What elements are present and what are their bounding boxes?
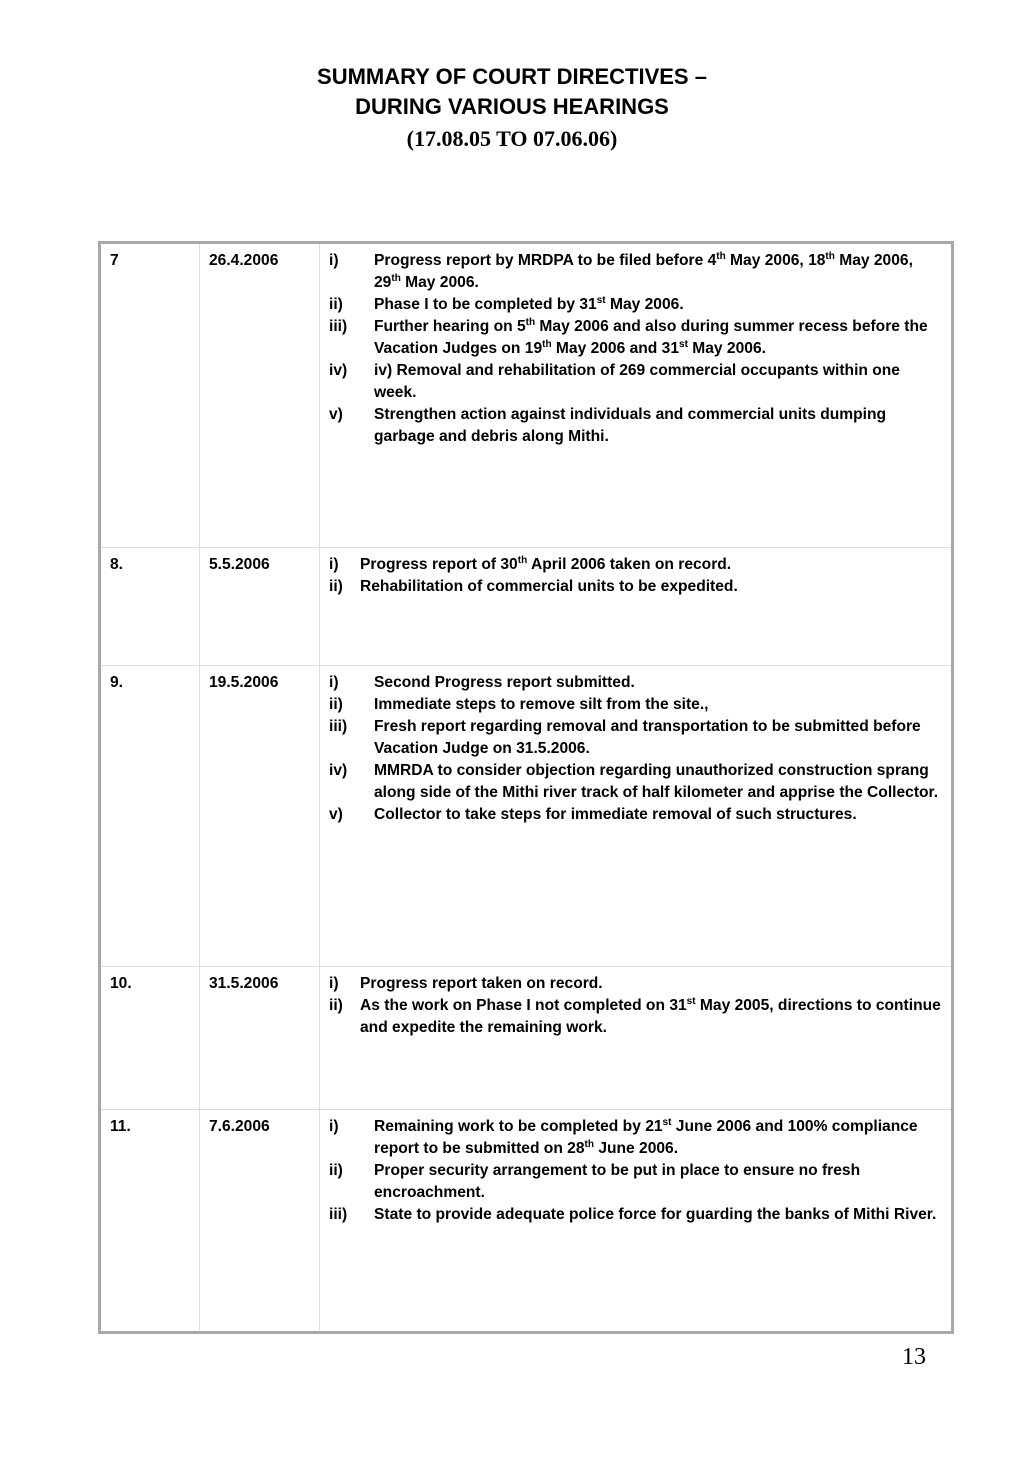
item-text: Remaining work to be completed by 21st June 2006 and 100% compliance report to be submitted on 28th June 2006. <box>374 1117 918 1157</box>
item-number: iii) <box>329 1206 348 1223</box>
hearing-date: 19.5.2006 <box>200 666 320 967</box>
item-text: Phase I to be completed by 31st May 2006. <box>374 295 684 313</box>
table-row <box>100 967 953 1110</box>
item-number: i) <box>329 975 339 992</box>
item-number: v) <box>329 806 343 823</box>
item-number: ii) <box>329 997 343 1014</box>
hearing-date: 7.6.2006 <box>200 1110 320 1333</box>
directive-item <box>329 973 943 995</box>
item-number: iii) <box>329 718 348 735</box>
row-number: 8. <box>100 548 200 666</box>
directive-item <box>329 672 943 694</box>
item-text: State to provide adequate police force for guarding the banks of Mithi River. <box>374 1206 937 1223</box>
directives-cell <box>320 548 953 666</box>
item-text: Progress report by MRDPA to be filed before 4th May 2006, 18th May 2006, 29th May 2006. <box>374 251 913 291</box>
hearing-date: 31.5.2006 <box>200 967 320 1110</box>
item-text: Proper security arrangement to be put in place to ensure no fresh encroachment. <box>374 1162 861 1201</box>
item-text: Further hearing on 5th May 2006 and also during summer recess before the Vacation Judges on 19th May 2006 and 31st May 2006. <box>374 317 928 357</box>
item-number: i) <box>329 674 339 691</box>
table-row <box>100 548 953 666</box>
row-number: 11. <box>100 1110 200 1333</box>
directive-item <box>329 250 943 294</box>
item-number: ii) <box>329 696 343 713</box>
directive-item <box>329 316 943 360</box>
item-number: i) <box>329 556 339 573</box>
item-number: iv) <box>329 362 348 379</box>
item-text: Collector to take steps for immediate removal of such structures. <box>374 806 857 823</box>
hearing-date: 26.4.2006 <box>200 243 320 548</box>
item-text: Progress report of 30th April 2006 taken on record. <box>360 555 732 573</box>
directive-item <box>329 360 943 404</box>
item-text: As the work on Phase I not completed on 31st May 2005, directions to continue and expedite the remaining work. <box>360 996 941 1036</box>
item-text: Second Progress report submitted. <box>374 674 635 691</box>
item-text: MMRDA to consider objection regarding unauthorized construction sprang along side of the Mithi river track of half kilometer and apprise the Collector. <box>374 762 939 801</box>
directive-item <box>329 760 943 804</box>
table-row <box>100 666 953 967</box>
directive-item <box>329 1204 943 1226</box>
directive-item <box>329 554 943 576</box>
directive-item <box>329 716 943 760</box>
directives-cell <box>320 243 953 548</box>
directive-item <box>329 404 943 448</box>
directives-cell <box>320 1110 953 1333</box>
item-text: Immediate steps to remove silt from the site., <box>374 696 709 713</box>
title-line-1: SUMMARY OF COURT DIRECTIVES – <box>317 64 707 89</box>
directives-cell <box>320 666 953 967</box>
directive-item <box>329 1160 943 1204</box>
item-text: Rehabilitation of commercial units to be expedited. <box>360 578 738 595</box>
table-row <box>100 243 953 548</box>
item-number: i) <box>329 252 339 269</box>
item-number: ii) <box>329 296 343 313</box>
item-number: iii) <box>329 318 348 335</box>
row-number: 7 <box>100 243 200 548</box>
date-range: (17.08.05 TO 07.06.06) <box>406 126 618 151</box>
directives-cell <box>320 967 953 1110</box>
directive-item <box>329 694 943 716</box>
item-number: ii) <box>329 1162 343 1179</box>
item-text: Progress report taken on record. <box>360 975 603 992</box>
item-number: iv) <box>329 762 348 779</box>
hearing-date: 5.5.2006 <box>200 548 320 666</box>
row-number: 9. <box>100 666 200 967</box>
directive-item <box>329 995 943 1039</box>
page-number: 13 <box>902 1344 926 1370</box>
title-line-2: DURING VARIOUS HEARINGS <box>355 94 669 119</box>
item-text: iv) Removal and rehabilitation of 269 commercial occupants within one week. <box>374 362 900 401</box>
directive-item <box>329 294 943 316</box>
row-number: 10. <box>100 967 200 1110</box>
document-header <box>0 62 1024 156</box>
table-row <box>100 1110 953 1333</box>
directive-item <box>329 576 943 598</box>
directives-table <box>98 241 954 1334</box>
item-text: Strengthen action against individuals and commercial units dumping garbage and debris along Mithi. <box>374 406 887 445</box>
item-number: ii) <box>329 578 343 595</box>
directive-item <box>329 1116 943 1160</box>
directive-item <box>329 804 943 826</box>
item-number: i) <box>329 1118 339 1135</box>
item-number: v) <box>329 406 343 423</box>
item-text: Fresh report regarding removal and transportation to be submitted before Vacation Judge on 31.5.2006. <box>374 718 921 757</box>
